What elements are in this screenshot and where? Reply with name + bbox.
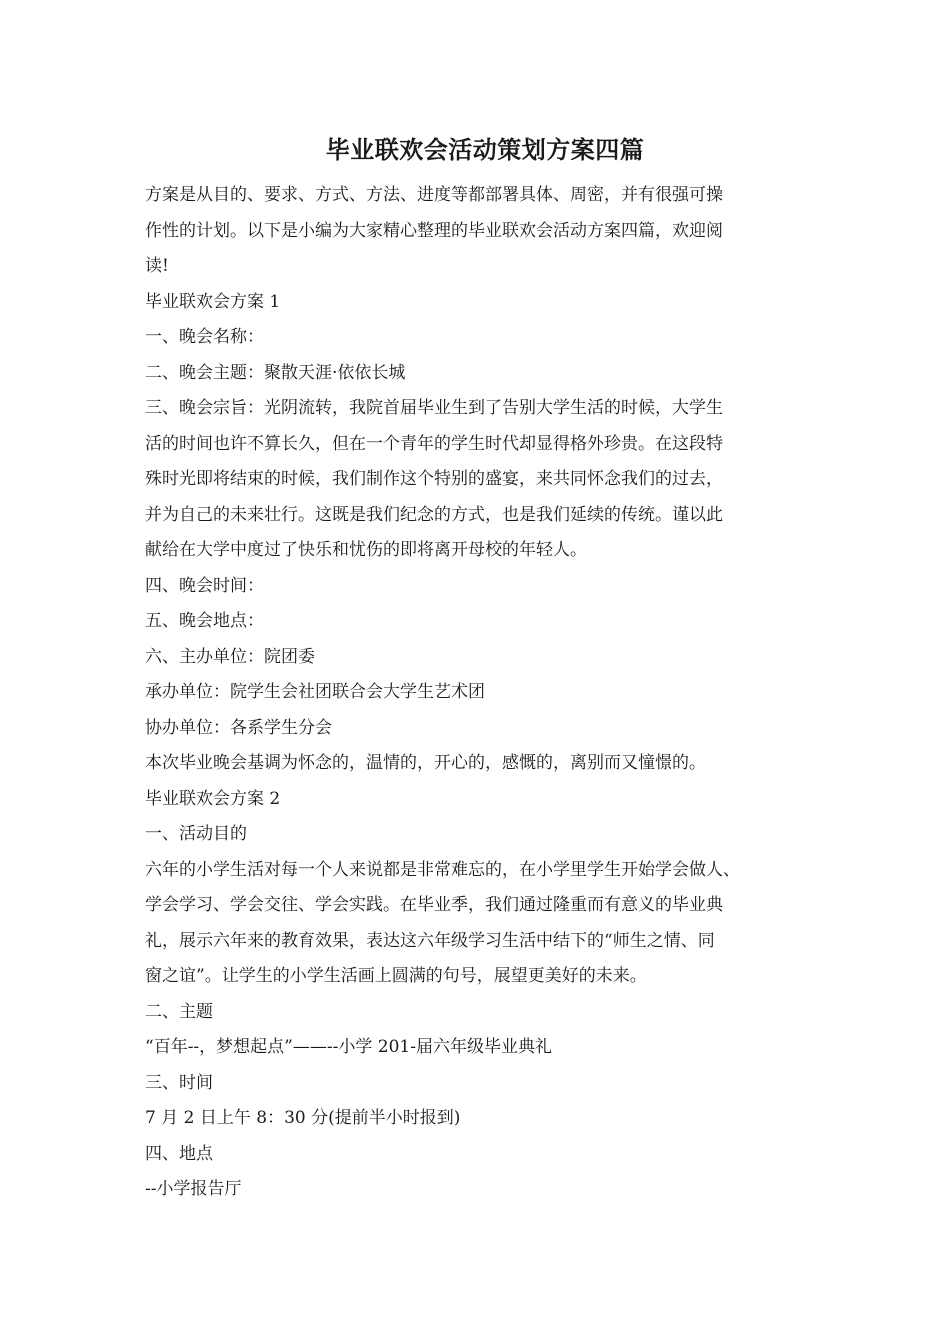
body-line: 学会学习、学会交往、学会实践。在毕业季，我们通过隆重而有意义的毕业典 [145,895,723,915]
body-line: 献给在大学中度过了快乐和忧伤的即将离开母校的年轻人。 [145,540,587,560]
body-line: 礼，展示六年来的教育效果，表达这六年级学习生活中结下的“师生之情、同 [145,930,715,951]
body-line: 方案是从目的、要求、方式、方法、进度等都部署具体、周密，并有很强可操 [145,185,723,205]
body-line: 作性的计划。以下是小编为大家精心整理的毕业联欢会活动方案四篇，欢迎阅 [145,220,723,241]
body-line: 一、晚会名称： [145,327,264,347]
body-line: 六、主办单位：院团委 [145,646,315,667]
body-line: 承办单位：院学生会社团联合会大学生艺术团 [145,682,485,702]
body-line: 活的时间也许不算长久，但在一个青年的学生时代却显得格外珍贵。在这段特 [145,433,723,454]
section-heading: 毕业联欢会方案 2 [145,788,281,809]
body-line: 窗之谊”。让学生的小学生活画上圆满的句号，展望更美好的未来。 [145,966,647,986]
body-line: 六年的小学生活对每一个人来说都是非常难忘的，在小学里学生开始学会做人、 [145,859,740,880]
body-line: 四、地点 [145,1143,213,1164]
body-line: 三、晚会宗旨：光阴流转，我院首届毕业生到了告别大学生活的时候，大学生 [145,398,723,418]
section-heading: 毕业联欢会方案 1 [145,291,281,312]
body-line: 协办单位：各系学生分会 [145,717,332,738]
body-line: 并为自己的未来壮行。这既是我们纪念的方式，也是我们延续的传统。谨以此 [145,504,723,525]
document-title: 毕业联欢会活动策划方案四篇 [325,135,645,164]
body-line: 殊时光即将结束的时候，我们制作这个特别的盛宴，来共同怀念我们的过去， [145,469,723,489]
body-line: 四、晚会时间： [145,575,264,596]
body-line: 一、活动目的 [145,824,247,844]
body-line: “百年--，梦想起点”——--小学 201-届六年级毕业典礼 [145,1037,552,1057]
body-line: 7 月 2 日上午 8：30 分(提前半小时报到) [145,1108,461,1128]
body-line: 五、晚会地点： [145,611,264,631]
body-line: 二、晚会主题：聚散天涯·依依长城 [145,362,406,383]
body-line: 三、时间 [145,1072,213,1093]
document-body [145,178,825,1208]
body-line: --小学报告厅 [145,1179,242,1199]
body-line: 读! [145,256,169,276]
body-line: 二、主题 [145,1001,213,1022]
document-page [145,130,825,1208]
body-line: 本次毕业晚会基调为怀念的，温情的，开心的，感慨的，离别而又憧憬的。 [145,753,706,773]
